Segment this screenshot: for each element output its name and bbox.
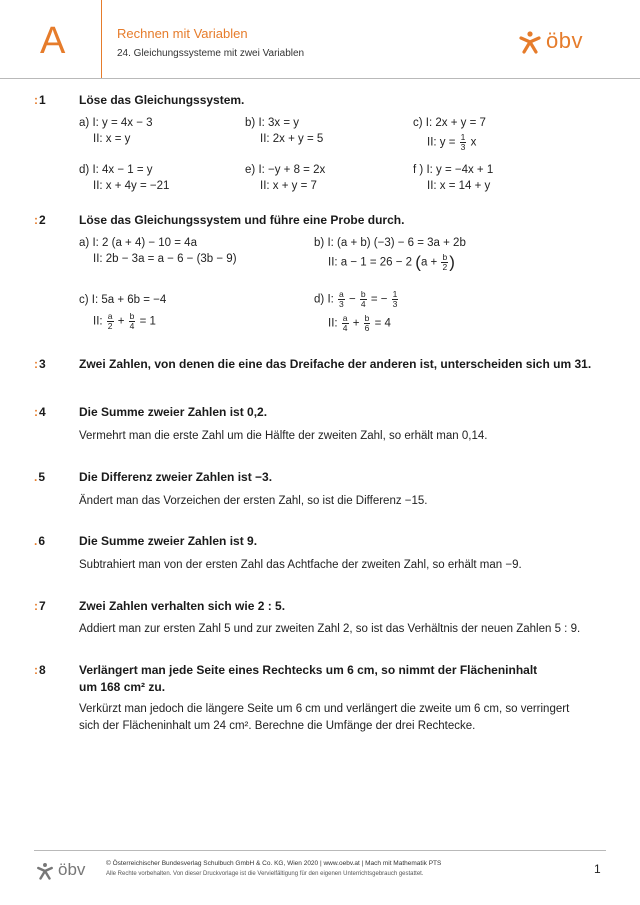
task-number: :2 [34,213,46,227]
task-number: .5 [34,470,46,484]
task-text: sich der Flächeninhalt um 24 cm². Berechne die Umfänge der drei Rechtecke. [79,720,476,732]
footer-logo [36,860,96,882]
publisher-logo [518,28,598,56]
copyright-text: © Österreichischer Bundesverlag Schulbuch GmbH & Co. KG, Wien 2020 | www.oebv.at | Mach mit Mathematik PTS [106,860,442,867]
header-divider [101,0,102,78]
fraction: $\frac{b}{2}$ [442,252,448,272]
task-question: Verlängert man jede Seite eines Rechtecks um 6 cm, so nimmt der Flächeninhalt [79,663,538,677]
task-question: um 168 cm² zu. [79,680,166,694]
task-number: :8 [34,663,46,677]
oebv-logo-icon [36,862,54,880]
equation-system: d) I: $\frac{a}{3}$ − $\frac{b}{4}$ = − $\frac{1}{3}$ II: $\frac{a}{4}$ + $\frac{b}{6}$ = 4 [314,289,398,333]
task-question: Die Differenz zweier Zahlen ist −3. [79,470,273,484]
equation-system: c) I: 5a + 6b = −4 II: $\frac{a}{2}$ + $\frac{b}{4}$ = 1 [79,294,167,331]
task-number: :3 [34,357,46,371]
page-number: 1 [594,862,601,876]
rights-text: Alle Rechte vorbehalten. Von dieser Druckvorlage ist die Vervielfältigung für den eigenen Unterrichtsgebrauch gestattet. [106,871,424,877]
equation-system: b) I: 3x = y II: 2x + y = 5 [245,117,324,145]
page-subtitle: 24. Gleichungssysteme mit zwei Variablen [117,48,305,59]
task-text: Vermehrt man die erste Zahl um die Hälfte der zweiten Zahl, so erhält man 0,14. [79,430,488,442]
fraction: $\frac{1}{3}$ [460,132,466,152]
page-title: Rechnen mit Variablen [117,26,248,41]
logo-text: öbv [546,28,583,53]
header-rule [0,78,640,79]
task-question: Zwei Zahlen verhalten sich wie 2 : 5. [79,599,286,613]
equation-system: a) I: 2 (a + 4) − 10 = 4a II: 2b − 3a = a − 6 − (3b − 9) [79,237,237,265]
task-number: .6 [34,534,46,548]
chapter-letter: A [40,20,66,62]
task-text: Ändert man das Vorzeichen der ersten Zahl, so ist die Differenz −15. [79,495,428,507]
equation-system: f ) I: y = −4x + 1 II: x = 14 + y [413,164,494,192]
task-text: Subtrahiert man von der ersten Zahl das Achtfache der zweiten Zahl, so erhält man −9. [79,559,522,571]
equation-system: a) I: y = 4x − 3 II: x = y [79,117,153,145]
task-text: Verkürzt man jedoch die längere Seite um 6 cm und verlängert die zweite um 6 cm, so verringert [79,703,570,715]
task-number: :4 [34,405,46,419]
task-question: Löse das Gleichungssystem und führe eine Probe durch. [79,213,405,227]
task-question: Löse das Gleichungssystem. [79,93,245,107]
task-text: Addiert man zur ersten Zahl 5 und zur zweiten Zahl 2, so ist das Verhältnis der neuen Zahlen 5 : 9. [79,623,581,635]
task-question: Die Summe zweier Zahlen ist 0,2. [79,405,268,419]
task-question: Die Summe zweier Zahlen ist 9. [79,534,258,548]
task-question: Zwei Zahlen, von denen die eine das Dreifache der anderen ist, unterscheiden sich um 31. [79,357,592,371]
task-number: :7 [34,599,46,613]
oebv-logo-icon [518,30,542,54]
footer-rule [34,850,606,851]
task-number: :1 [34,93,46,107]
equation-system: e) I: −y + 8 = 2x II: x + y = 7 [245,164,326,192]
equation-system: b) I: (a + b) (−3) − 6 = 3a + 2b II: a − 1 = 26 − 2 (a + $\frac{b}{2}$ ) [314,237,466,272]
footer-logo-text: öbv [58,860,86,879]
equation-system: d) I: 4x − 1 = y II: x + 4y = −21 [79,164,170,192]
equation-system: c) I: 2x + y = 7 II: y = $\frac{1}{3}$ x [413,117,486,152]
